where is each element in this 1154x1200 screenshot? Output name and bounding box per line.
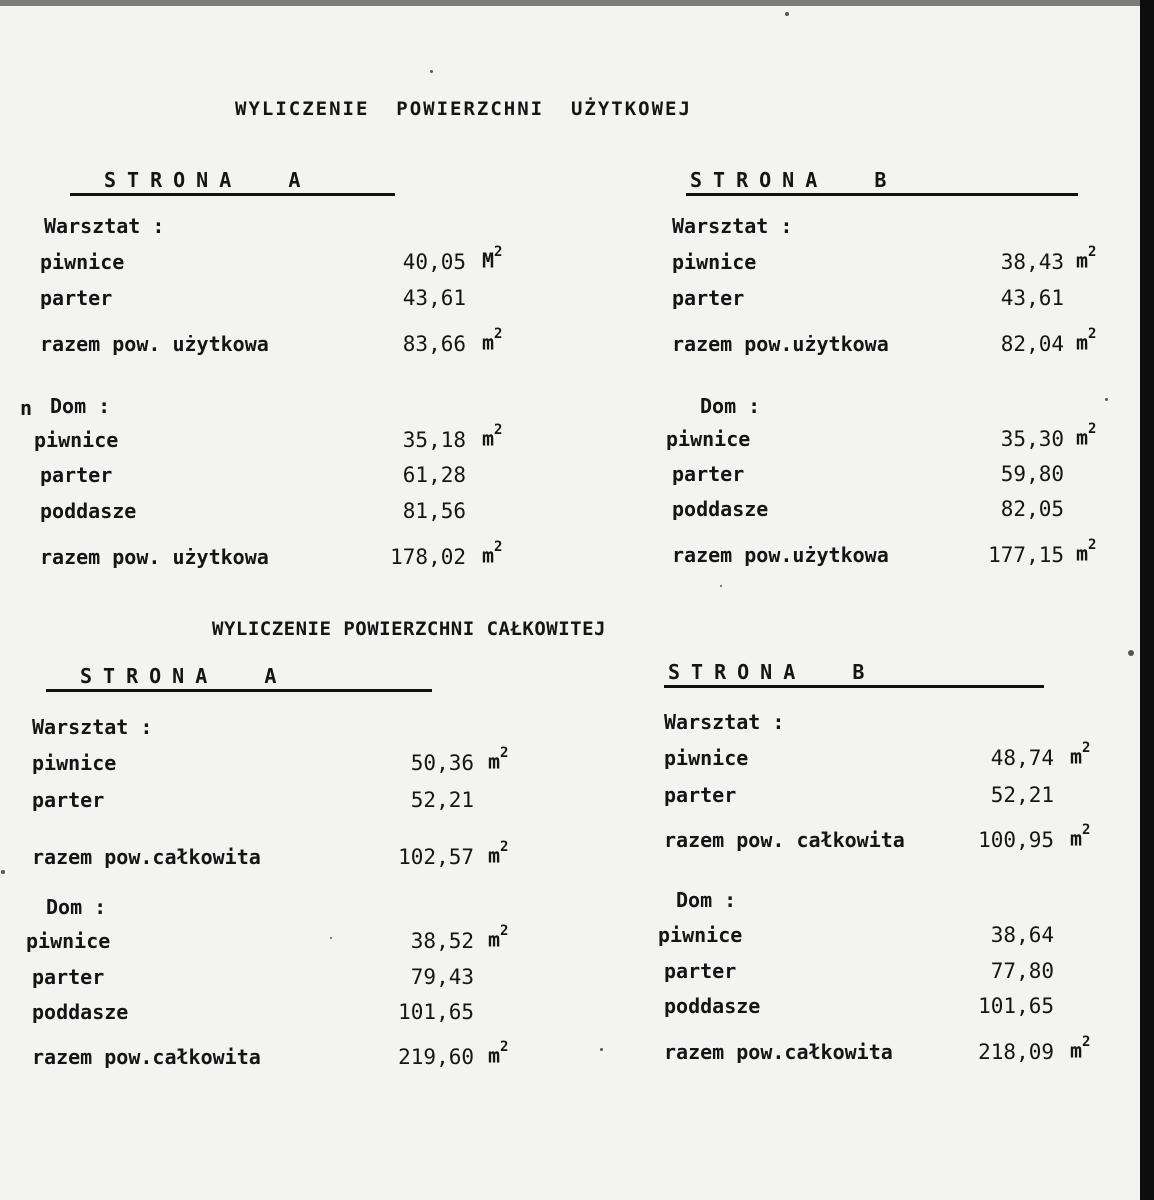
unit-exponent: 2 [500, 745, 509, 761]
unit-exponent: 2 [1088, 244, 1097, 260]
scan-speck [1105, 398, 1108, 401]
strona-header: STRONA A [46, 664, 432, 692]
row-value: 43,61 [1000, 286, 1064, 310]
unit-letter: m [1076, 425, 1089, 450]
row-value: 38,43 [1000, 250, 1064, 274]
unit-square-meters [1076, 326, 1097, 355]
dom-heading: Dom : [46, 895, 107, 919]
unit-letter: M [482, 248, 495, 273]
row-value: 52,21 [410, 788, 474, 812]
unit-exponent: 2 [500, 839, 509, 855]
row-label-parter: parter [672, 462, 745, 486]
row-value: 77,80 [990, 959, 1054, 983]
total-row-value: 219,60 [398, 1045, 474, 1069]
unit-square-meters [1070, 822, 1091, 851]
row-label-poddasze: poddasze [672, 497, 769, 521]
total-row-value: 177,15 [988, 543, 1064, 567]
row-label-piwnice: piwnice [672, 250, 757, 274]
row-label-piwnice: piwnice [664, 746, 749, 770]
total-row-label: razem pow. użytkowa [40, 545, 269, 569]
unit-square-meters [488, 745, 509, 774]
row-label-piwnice: piwnice [666, 427, 751, 451]
unit-square-meters [482, 244, 503, 273]
total-row-value: 100,95 [978, 828, 1054, 852]
scan-speck [430, 70, 433, 73]
row-label-parter: parter [664, 783, 737, 807]
strona-header: STRONA A [70, 168, 395, 196]
row-value: 101,65 [978, 994, 1054, 1018]
row-value: 35,18 [402, 428, 466, 452]
unit-square-meters [1076, 421, 1097, 450]
unit-letter: m [1070, 826, 1083, 851]
row-label-parter: parter [32, 788, 105, 812]
title-total-area: WYLICZENIE POWIERZCHNI CAŁKOWITEJ [212, 618, 606, 640]
unit-exponent: 2 [1088, 421, 1097, 437]
strona-header: STRONA B [664, 660, 1044, 688]
row-label-parter: parter [672, 286, 745, 310]
strona-header: STRONA B [686, 168, 1078, 196]
unit-square-meters [1070, 740, 1091, 769]
total-row-label: razem pow.całkowita [32, 1045, 261, 1069]
warsztat-heading: Warsztat : [672, 214, 793, 238]
total-row-value: 82,04 [1000, 332, 1064, 356]
row-label-piwnice: piwnice [40, 250, 125, 274]
row-value: 101,65 [398, 1000, 474, 1024]
unit-exponent: 2 [1082, 740, 1091, 756]
total-row-label: razem pow.całkowita [664, 1040, 893, 1064]
warsztat-heading: Warsztat : [32, 715, 153, 739]
row-label-poddasze: poddasze [40, 499, 137, 523]
row-label-parter: parter [40, 286, 113, 310]
row-value: 38,64 [990, 923, 1054, 947]
scan-speck [600, 1048, 603, 1051]
total-row-value: 178,02 [390, 545, 466, 569]
unit-square-meters [488, 839, 509, 868]
row-value: 82,05 [1000, 497, 1064, 521]
stray-letter: n [20, 396, 33, 420]
row-label-piwnice: piwnice [658, 923, 743, 947]
unit-letter: m [482, 426, 495, 451]
total-row-label: razem pow.użytkowa [672, 332, 889, 356]
row-value: 50,36 [410, 751, 474, 775]
unit-square-meters [482, 326, 503, 355]
unit-letter: m [488, 1043, 501, 1068]
unit-letter: m [488, 927, 501, 952]
row-label-parter: parter [32, 965, 105, 989]
row-value: 61,28 [402, 463, 466, 487]
row-value: 35,30 [1000, 427, 1064, 451]
row-label-piwnice: piwnice [32, 751, 117, 775]
warsztat-heading: Warsztat : [44, 214, 165, 238]
unit-letter: m [1076, 330, 1089, 355]
unit-letter: m [1076, 541, 1089, 566]
total-row-label: razem pow. użytkowa [40, 332, 269, 356]
scan-speck [1, 870, 5, 874]
unit-square-meters [1076, 537, 1097, 566]
row-label-parter: parter [40, 463, 113, 487]
scan-speck [330, 937, 332, 939]
unit-square-meters [1076, 244, 1097, 273]
unit-letter: m [488, 843, 501, 868]
unit-square-meters [482, 539, 503, 568]
unit-exponent: 2 [494, 244, 503, 260]
unit-exponent: 2 [494, 422, 503, 438]
unit-letter: m [1076, 248, 1089, 273]
row-value: 38,52 [410, 929, 474, 953]
unit-square-meters [1070, 1034, 1091, 1063]
unit-exponent: 2 [1082, 822, 1091, 838]
unit-exponent: 2 [500, 1039, 509, 1055]
row-value: 81,56 [402, 499, 466, 523]
row-label-piwnice: piwnice [26, 929, 111, 953]
row-label-parter: parter [664, 959, 737, 983]
scan-speck [785, 12, 789, 16]
scan-speck [720, 585, 722, 587]
total-row-value: 83,66 [402, 332, 466, 356]
row-label-piwnice: piwnice [34, 428, 119, 452]
scan-speck [1128, 650, 1134, 656]
scan-right-edge [1140, 0, 1154, 1200]
row-value: 79,43 [410, 965, 474, 989]
dom-heading: Dom : [50, 394, 111, 418]
scan-top-edge [0, 0, 1154, 6]
dom-heading: Dom : [676, 888, 737, 912]
row-value: 43,61 [402, 286, 466, 310]
row-value: 52,21 [990, 783, 1054, 807]
unit-letter: m [1070, 1038, 1083, 1063]
warsztat-heading: Warsztat : [664, 710, 785, 734]
total-row-label: razem pow. całkowita [664, 828, 905, 852]
row-label-poddasze: poddasze [32, 1000, 129, 1024]
unit-square-meters [482, 422, 503, 451]
unit-exponent: 2 [1082, 1034, 1091, 1050]
total-row-label: razem pow.całkowita [32, 845, 261, 869]
unit-exponent: 2 [500, 923, 509, 939]
row-value: 48,74 [990, 746, 1054, 770]
total-row-value: 102,57 [398, 845, 474, 869]
unit-letter: m [482, 330, 495, 355]
unit-exponent: 2 [494, 539, 503, 555]
unit-square-meters [488, 923, 509, 952]
row-value: 40,05 [402, 250, 466, 274]
title-usable-area: WYLICZENIE POWIERZCHNI UŻYTKOWEJ [235, 98, 692, 120]
total-row-value: 218,09 [978, 1040, 1054, 1064]
unit-letter: m [488, 749, 501, 774]
unit-square-meters [488, 1039, 509, 1068]
unit-letter: m [482, 543, 495, 568]
row-value: 59,80 [1000, 462, 1064, 486]
unit-exponent: 2 [1088, 326, 1097, 342]
unit-letter: m [1070, 744, 1083, 769]
dom-heading: Dom : [700, 394, 761, 418]
total-row-label: razem pow.użytkowa [672, 543, 889, 567]
unit-exponent: 2 [494, 326, 503, 342]
row-label-poddasze: poddasze [664, 994, 761, 1018]
unit-exponent: 2 [1088, 537, 1097, 553]
